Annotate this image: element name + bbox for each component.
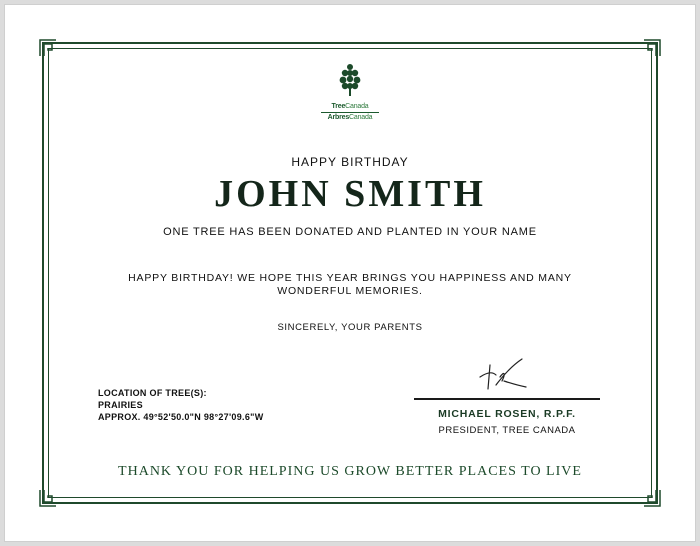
corner-ornament-top-right [642, 38, 662, 58]
corner-ornament-top-left [38, 38, 58, 58]
signatory-name: MICHAEL ROSEN, R.P.F. [438, 408, 576, 420]
personal-message-line-1: HAPPY BIRTHDAY! WE HOPE THIS YEAR BRINGS YOU HAPPINESS AND MANY [128, 272, 572, 284]
donation-statement: ONE TREE HAS BEEN DONATED AND PLANTED IN YOUR NAME [163, 226, 537, 238]
signatory-title: PRESIDENT, TREE CANADA [438, 425, 576, 436]
tree-icon [337, 62, 363, 98]
signature-line [414, 398, 600, 400]
sign-off: SINCERELY, YOUR PARENTS [277, 322, 423, 333]
tree-canada-logo [320, 62, 380, 122]
personal-message [0, 272, 700, 298]
handwritten-signature [470, 355, 536, 400]
corner-ornament-bottom-right [642, 488, 662, 508]
corner-ornament-bottom-left [38, 488, 58, 508]
occasion-heading: HAPPY BIRTHDAY [291, 155, 409, 169]
footer-tagline: THANK YOU FOR HELPING US GROW BETTER PLACES TO LIVE [118, 464, 582, 479]
logo-text-english: TreeCanada [331, 103, 369, 110]
recipient-name: JOHN SMITH [214, 173, 486, 215]
logo-text-french: ArbresCanada [327, 114, 373, 121]
location-coordinates: APPROX. 49°52'50.0"N 98°27'09.6"W [98, 412, 264, 422]
location-heading: LOCATION OF TREE(S): [98, 388, 207, 398]
logo-divider [321, 112, 379, 113]
location-region: PRAIRIES [98, 400, 143, 410]
tree-location [98, 387, 264, 423]
personal-message-line-2: WONDERFUL MEMORIES. [277, 285, 423, 297]
